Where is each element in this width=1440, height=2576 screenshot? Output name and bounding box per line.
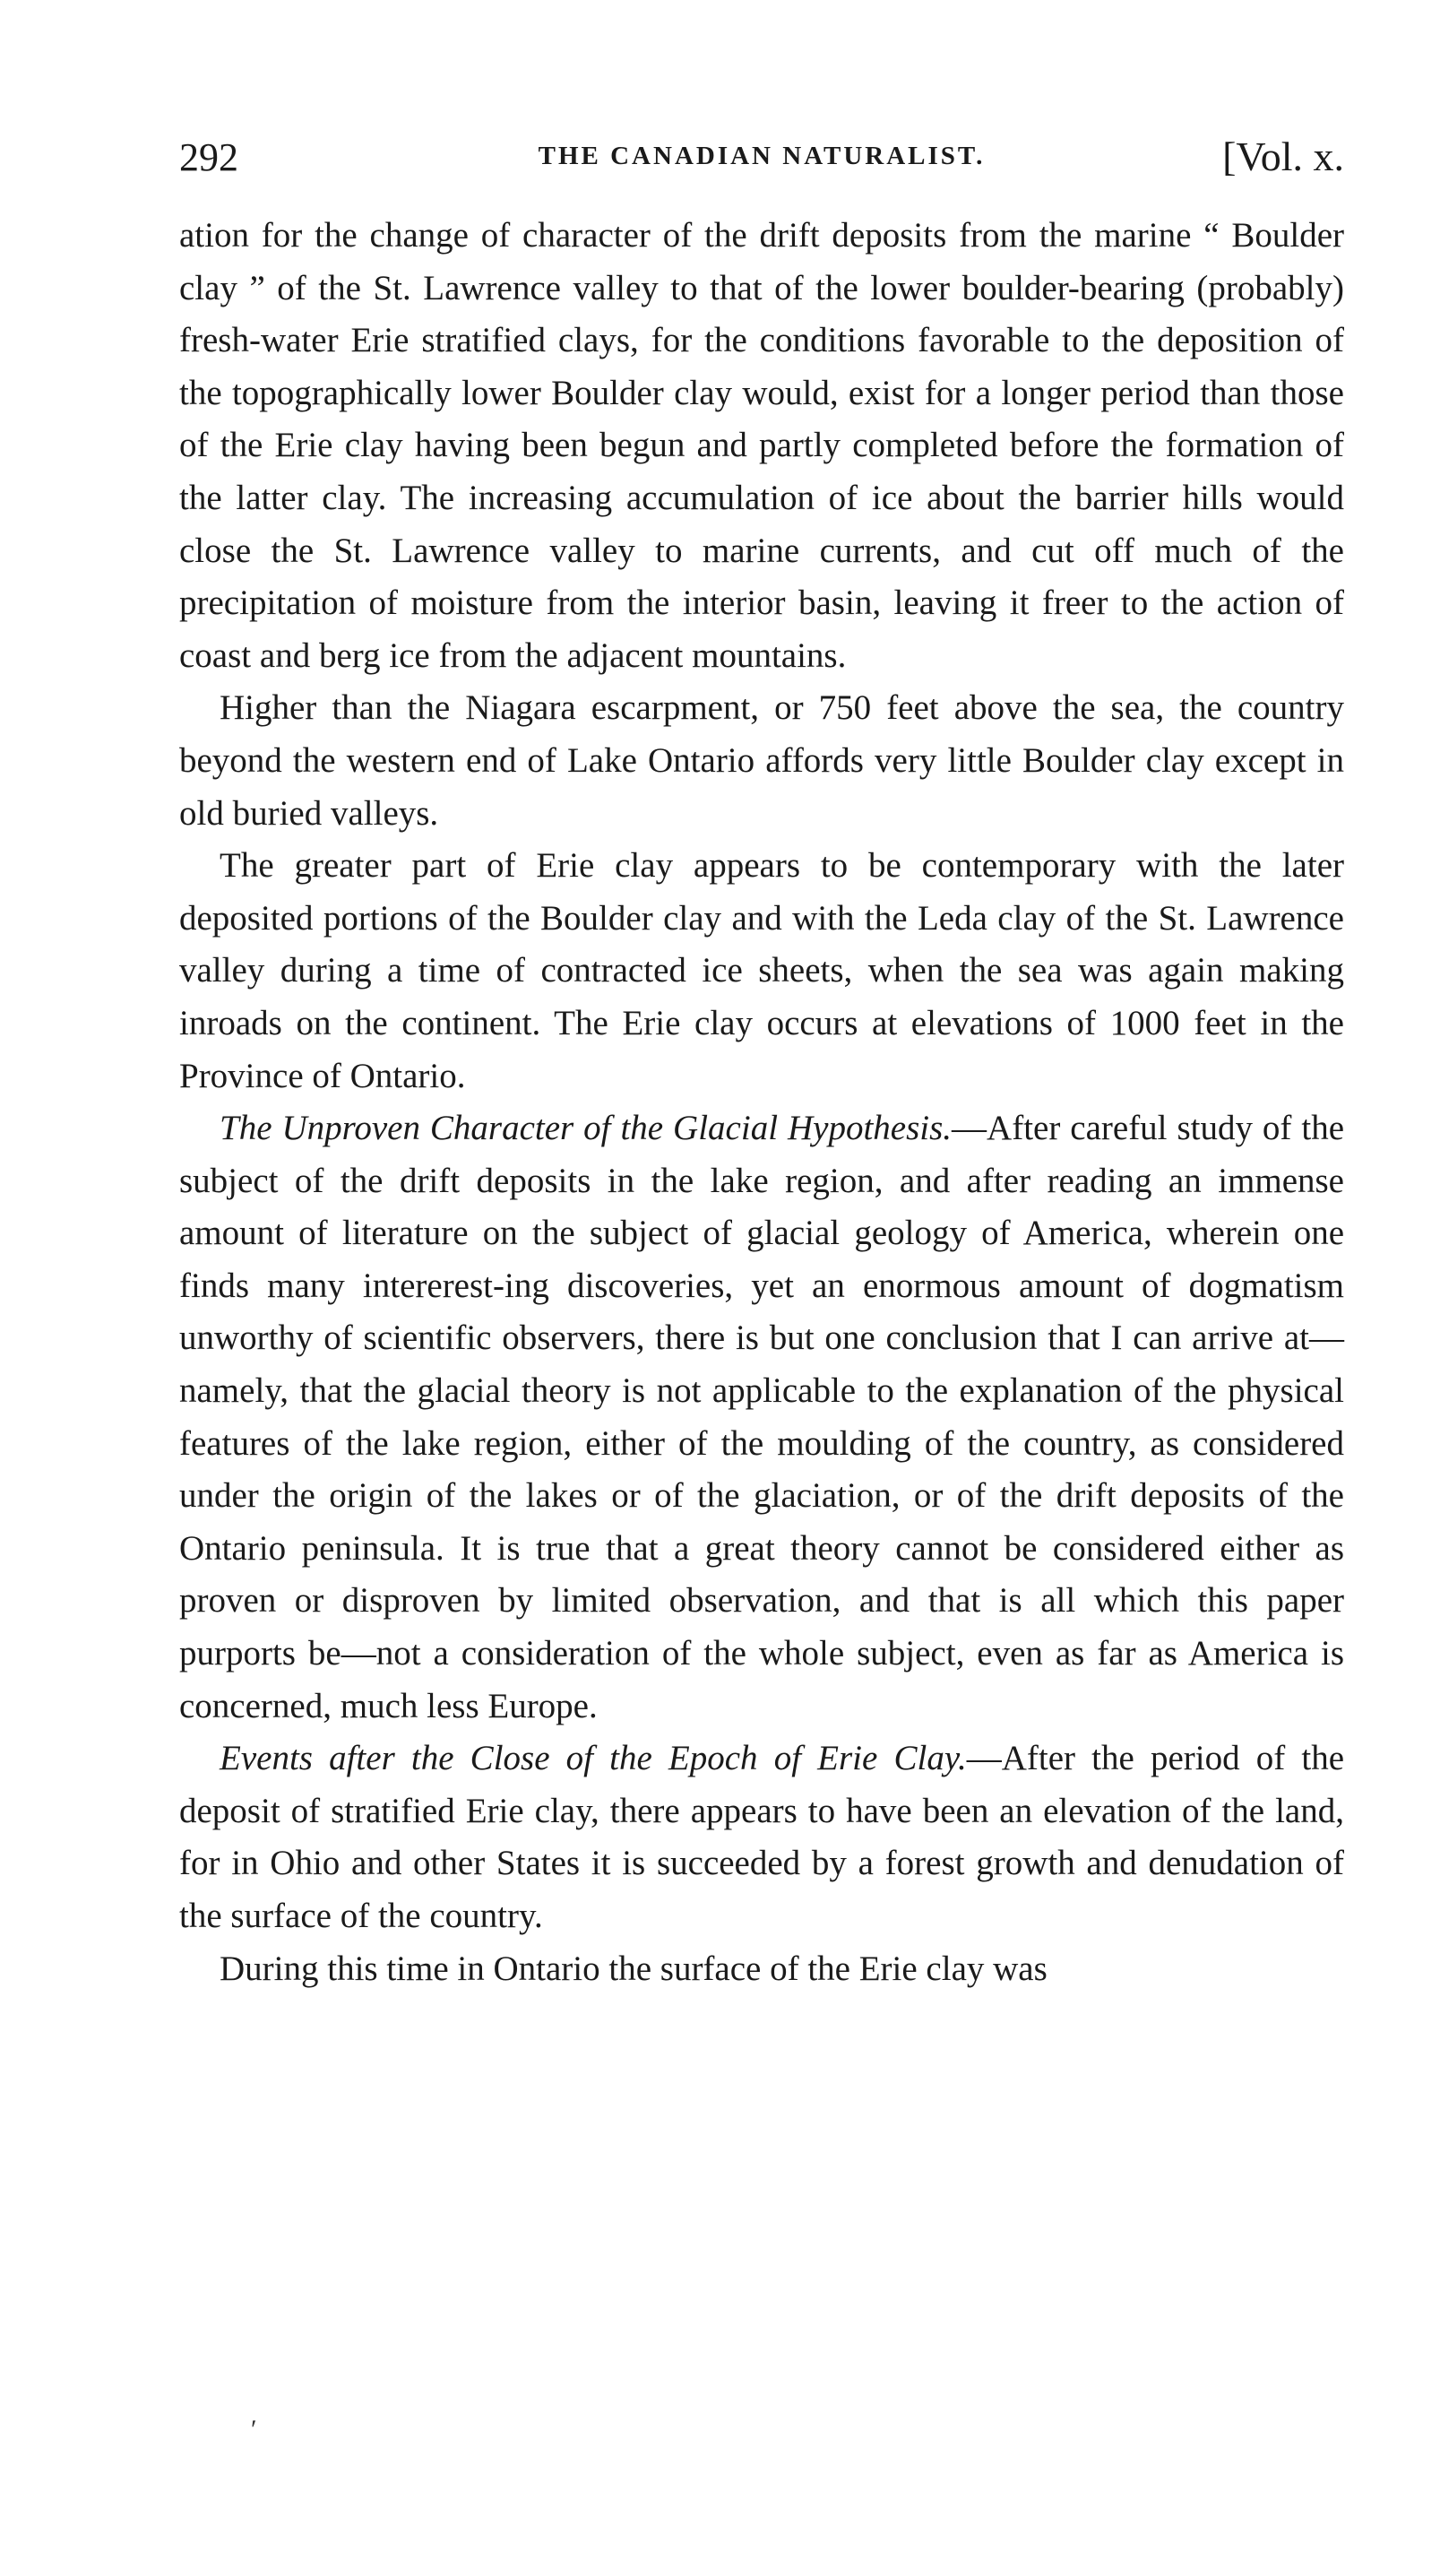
paragraph-text: —After the period of the deposit of stratified Erie clay, there appears to have been an elevation of the land, for in Ohio and other States it is succeeded by a forest growth and denudation of the surface of the country. [179, 1739, 1344, 1935]
paragraph-text: The greater part of Erie clay appears to be contemporary with the later deposited portions of the Boulder clay and with the Leda clay of the St. Lawrence valley during a time of contracted ice sheets, when the sea was again making inroads on the continent. The Erie clay occurs at elevations of 1000 feet in the Province of Ontario. [179, 846, 1344, 1095]
paragraph-erie-clay [179, 840, 1344, 1102]
body-text [179, 210, 1344, 1995]
paragraph-text: ation for the change of character of the drift deposits from the marine “ Boulder clay ” of the St. Lawrence valley to that of the lower boulder-bearing (probably) fresh-water Erie stratified clays, for the conditions favorable to the deposition of the topographically lower Boulder clay would, exist for a longer period than those of the Erie clay having been begun and partly completed before the formation of the latter clay. The increasing accumulation of ice about the barrier hills would close the St. Lawrence valley to marine currents, and cut off much of the precipitation of moisture from the interior basin, leaving it freer to the action of coast and berg ice from the adjacent mountains. [179, 216, 1344, 675]
paragraph-text: —After careful study of the subject of the drift deposits in the lake region, and after reading an immense amount of literature on the subject of glacial geology of America, wherein one finds many intererest‐ing discoveries, yet an enormous amount of dogmatism unworthy of scientific observers, there is but one conclusion that I can arrive at—namely, that the glacial theory is not applicable to the explanation of the physical features of the lake region, either of the moulding of the country, as considered under the origin of the lakes or of the glaciation, or of the drift deposits of the Ontario peninsula. It is true that a great theory cannot be considered either as proven or disproven by limited observation, and that is all which this paper purports be—not a consideration of the whole subject, even as far as America is concerned, much less Europe. [179, 1109, 1345, 1725]
paragraph-events-after [179, 1733, 1344, 1942]
page-number: 292 [179, 135, 238, 179]
stray-mark: ′ [251, 2415, 257, 2444]
section-heading: The Unproven Character of the Glacial Hypothesis. [220, 1109, 953, 1148]
paragraph-niagara [179, 682, 1344, 840]
paragraph-during [179, 1943, 1344, 1996]
paragraph-continuation [179, 210, 1344, 682]
book-page [179, 134, 1344, 1995]
paragraph-text: During this time in Ontario the surface of the Erie clay was [220, 1949, 1048, 1988]
paragraph-glacial-hypothesis [179, 1102, 1344, 1733]
volume-label: [Vol. x. [1222, 134, 1344, 179]
journal-title: THE CANADIAN NATURALIST. [538, 142, 986, 170]
paragraph-text: Higher than the Niagara escarpment, or 750 feet above the sea, the country beyond the western end of Lake Ontario affords very little Boulder clay except in old buried valleys. [179, 688, 1344, 833]
running-head [179, 134, 1344, 197]
section-heading: Events after the Close of the Epoch of Erie Clay. [220, 1739, 967, 1778]
